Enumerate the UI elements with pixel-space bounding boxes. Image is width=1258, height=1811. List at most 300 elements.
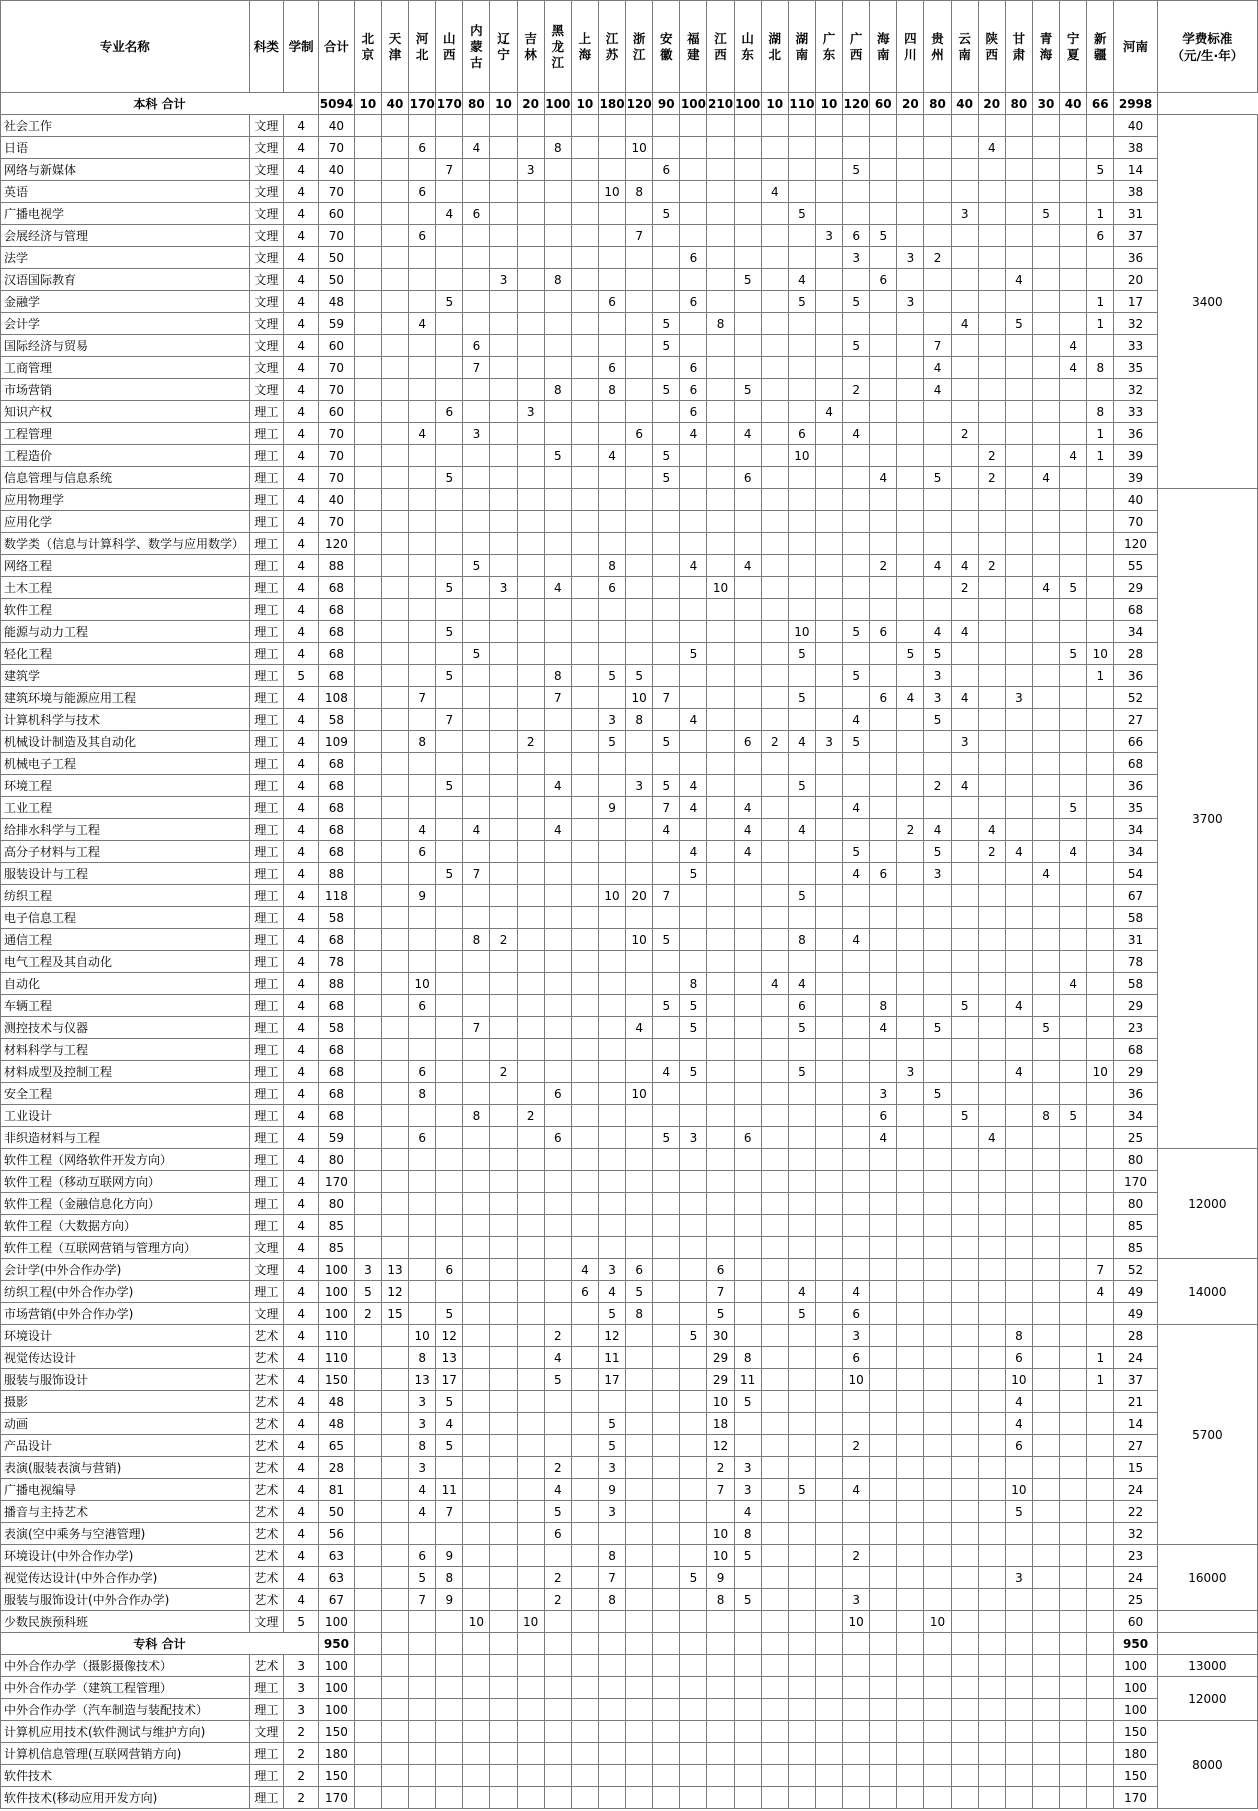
major-name: 市场营销 — [1, 379, 250, 401]
province-count — [409, 709, 436, 731]
province-count — [354, 1413, 381, 1435]
total-count: 180 — [319, 1743, 355, 1765]
province-count — [680, 489, 707, 511]
province-count — [381, 1633, 408, 1655]
province-count — [1060, 819, 1087, 841]
province-count: 5 — [598, 731, 625, 753]
province-count — [354, 401, 381, 423]
province-count — [897, 203, 924, 225]
duration: 4 — [284, 313, 319, 335]
province-count — [354, 687, 381, 709]
table-row — [1, 445, 1258, 467]
province-count — [870, 291, 897, 313]
province-count — [409, 291, 436, 313]
province-count — [951, 115, 978, 137]
province-count — [897, 1611, 924, 1633]
province-count: 3 — [734, 1457, 761, 1479]
province-count — [1087, 1127, 1114, 1149]
duration: 2 — [284, 1765, 319, 1787]
table-row — [1, 379, 1258, 401]
province-count — [924, 159, 951, 181]
total-count: 60 — [319, 335, 355, 357]
henan-count: 15 — [1114, 1457, 1157, 1479]
province-count: 7 — [626, 225, 653, 247]
province-count: 3 — [409, 1457, 436, 1479]
province-count — [1060, 1479, 1087, 1501]
province-count — [978, 1039, 1005, 1061]
province-count — [734, 1237, 761, 1259]
henan-count: 24 — [1114, 1347, 1157, 1369]
province-count — [517, 269, 544, 291]
province-count — [653, 709, 680, 731]
province-count — [1087, 1765, 1114, 1787]
table-row — [1, 621, 1258, 643]
province-count — [951, 137, 978, 159]
province-count — [761, 1171, 788, 1193]
province-count — [734, 511, 761, 533]
province-count — [978, 269, 1005, 291]
province-count — [951, 1083, 978, 1105]
province-count: 6 — [544, 1083, 571, 1105]
province-count — [490, 1567, 517, 1589]
total-count: 60 — [319, 401, 355, 423]
province-count — [544, 1391, 571, 1413]
province-count — [544, 1017, 571, 1039]
henan-count: 150 — [1114, 1721, 1157, 1743]
header-duration: 学制 — [284, 1, 319, 93]
province-count — [626, 1765, 653, 1787]
province-count — [978, 753, 1005, 775]
province-count: 3 — [843, 247, 870, 269]
category: 理工 — [249, 1281, 284, 1303]
province-count — [436, 489, 463, 511]
table-row — [1, 1171, 1258, 1193]
henan-count: 31 — [1114, 929, 1157, 951]
duration: 2 — [284, 1787, 319, 1809]
province-count — [571, 269, 598, 291]
province-count — [1005, 709, 1032, 731]
province-count — [1060, 511, 1087, 533]
table-row — [1, 313, 1258, 335]
province-count — [517, 1347, 544, 1369]
province-count — [897, 1721, 924, 1743]
province-count — [1005, 797, 1032, 819]
province-count — [571, 203, 598, 225]
province-count — [788, 1391, 815, 1413]
province-count: 6 — [680, 291, 707, 313]
header-province — [951, 1, 978, 93]
province-count — [897, 225, 924, 247]
province-count: 12 — [598, 1325, 625, 1347]
table-row — [1, 1083, 1258, 1105]
province-count: 13 — [409, 1369, 436, 1391]
province-count — [517, 863, 544, 885]
province-count — [381, 225, 408, 247]
province-count — [788, 1149, 815, 1171]
province-count: 80 — [463, 93, 490, 115]
province-count — [626, 379, 653, 401]
province-count: 6 — [409, 1545, 436, 1567]
province-count — [571, 1677, 598, 1699]
province-count — [897, 1369, 924, 1391]
province-count — [598, 1677, 625, 1699]
province-count: 1 — [1087, 665, 1114, 687]
category: 文理 — [249, 203, 284, 225]
province-count — [951, 951, 978, 973]
province-count: 4 — [1005, 841, 1032, 863]
province-count — [598, 225, 625, 247]
province-count — [653, 1171, 680, 1193]
province-count — [707, 643, 734, 665]
province-count — [815, 511, 842, 533]
table-row — [1, 1721, 1258, 1743]
province-count — [1060, 1721, 1087, 1743]
province-count — [517, 973, 544, 995]
province-count — [1032, 819, 1059, 841]
province-count — [1060, 1281, 1087, 1303]
province-count: 10 — [626, 687, 653, 709]
province-count — [598, 423, 625, 445]
province-count: 4 — [734, 819, 761, 841]
province-count — [490, 1281, 517, 1303]
province-count: 4 — [598, 1281, 625, 1303]
province-count — [598, 511, 625, 533]
province-count: 5 — [436, 775, 463, 797]
province-count — [788, 1259, 815, 1281]
province-count: 3 — [815, 225, 842, 247]
province-count — [1060, 1413, 1087, 1435]
table-row — [1, 555, 1258, 577]
table-row — [1, 643, 1258, 665]
province-count — [734, 1303, 761, 1325]
province-count — [707, 445, 734, 467]
province-count — [734, 1677, 761, 1699]
header-province — [598, 1, 625, 93]
province-count: 4 — [788, 973, 815, 995]
province-count — [870, 951, 897, 973]
province-count: 10 — [571, 93, 598, 115]
province-count: 9 — [409, 885, 436, 907]
province-count — [1060, 775, 1087, 797]
province-count — [680, 753, 707, 775]
province-count — [734, 1765, 761, 1787]
province-count — [924, 1171, 951, 1193]
province-count — [843, 907, 870, 929]
province-count — [436, 313, 463, 335]
province-count — [734, 1193, 761, 1215]
province-count: 5 — [843, 335, 870, 357]
total-label: 专科 合计 — [1, 1633, 319, 1655]
duration: 4 — [284, 819, 319, 841]
province-count — [734, 643, 761, 665]
province-name: 陕西 — [985, 30, 999, 62]
major-name: 社会工作 — [1, 115, 250, 137]
province-count — [517, 1479, 544, 1501]
table-row — [1, 1237, 1258, 1259]
province-count — [951, 1347, 978, 1369]
province-count — [1087, 1743, 1114, 1765]
province-count — [1060, 181, 1087, 203]
total-count: 88 — [319, 863, 355, 885]
province-count — [897, 1589, 924, 1611]
province-count: 20 — [626, 885, 653, 907]
table-row — [1, 731, 1258, 753]
province-count — [598, 1017, 625, 1039]
province-count — [571, 137, 598, 159]
province-count: 4 — [1032, 863, 1059, 885]
province-count — [924, 115, 951, 137]
province-count — [761, 379, 788, 401]
province-count — [490, 1193, 517, 1215]
duration: 4 — [284, 291, 319, 313]
province-count — [870, 797, 897, 819]
province-count — [843, 1127, 870, 1149]
province-count — [653, 907, 680, 929]
major-name: 汉语国际教育 — [1, 269, 250, 291]
province-count — [354, 1633, 381, 1655]
province-count — [653, 863, 680, 885]
province-count — [409, 511, 436, 533]
province-count — [707, 335, 734, 357]
province-count — [843, 1765, 870, 1787]
province-count — [463, 1149, 490, 1171]
province-count: 10 — [409, 1325, 436, 1347]
province-count — [381, 1677, 408, 1699]
province-count — [490, 1127, 517, 1149]
province-count — [463, 1391, 490, 1413]
major-name: 非织造材料与工程 — [1, 1127, 250, 1149]
province-count — [788, 313, 815, 335]
province-count — [734, 775, 761, 797]
province-count: 8 — [680, 973, 707, 995]
province-count — [707, 797, 734, 819]
province-count — [626, 1413, 653, 1435]
province-count — [381, 709, 408, 731]
province-count — [354, 753, 381, 775]
major-name: 视觉传达设计 — [1, 1347, 250, 1369]
total-count: 63 — [319, 1545, 355, 1567]
province-count — [598, 1523, 625, 1545]
province-count — [707, 929, 734, 951]
province-count — [436, 1017, 463, 1039]
province-count — [870, 1523, 897, 1545]
province-count — [354, 335, 381, 357]
province-count: 8 — [707, 1589, 734, 1611]
province-count — [1005, 247, 1032, 269]
province-count — [653, 357, 680, 379]
province-count — [761, 511, 788, 533]
table-row — [1, 1193, 1258, 1215]
province-count — [788, 1237, 815, 1259]
category: 艺术 — [249, 1347, 284, 1369]
total-count: 150 — [319, 1369, 355, 1391]
province-count — [897, 115, 924, 137]
province-count — [1032, 973, 1059, 995]
province-count — [1005, 511, 1032, 533]
province-count — [517, 1589, 544, 1611]
province-count — [951, 643, 978, 665]
province-count — [626, 577, 653, 599]
province-count — [354, 1039, 381, 1061]
category: 艺术 — [249, 1435, 284, 1457]
province-count — [951, 863, 978, 885]
province-count — [815, 1391, 842, 1413]
province-count — [734, 1611, 761, 1633]
province-count — [544, 1149, 571, 1171]
province-count — [897, 863, 924, 885]
province-count: 6 — [626, 1259, 653, 1281]
province-count — [490, 1589, 517, 1611]
province-count — [897, 1699, 924, 1721]
province-count — [978, 379, 1005, 401]
province-count: 5 — [598, 1435, 625, 1457]
province-count — [680, 929, 707, 951]
province-count — [843, 577, 870, 599]
province-count — [626, 247, 653, 269]
total-count: 59 — [319, 313, 355, 335]
province-count — [1060, 1677, 1087, 1699]
category: 文理 — [249, 225, 284, 247]
province-count — [924, 577, 951, 599]
province-count — [653, 1457, 680, 1479]
province-count — [788, 1215, 815, 1237]
province-count — [1087, 577, 1114, 599]
province-count: 8 — [463, 929, 490, 951]
province-count — [707, 247, 734, 269]
province-count: 6 — [409, 137, 436, 159]
total-count: 70 — [319, 467, 355, 489]
province-count — [788, 797, 815, 819]
province-count — [843, 313, 870, 335]
province-count — [707, 159, 734, 181]
province-count: 7 — [707, 1479, 734, 1501]
major-name: 工程造价 — [1, 445, 250, 467]
province-count — [1087, 1567, 1114, 1589]
province-count — [354, 423, 381, 445]
province-count: 5 — [463, 555, 490, 577]
province-count — [490, 1149, 517, 1171]
province-count — [626, 533, 653, 555]
province-count — [680, 1391, 707, 1413]
province-count — [598, 929, 625, 951]
province-count — [463, 1765, 490, 1787]
province-count: 4 — [544, 775, 571, 797]
province-count — [463, 885, 490, 907]
province-count — [680, 225, 707, 247]
province-count — [734, 951, 761, 973]
province-count: 7 — [653, 687, 680, 709]
province-count — [897, 929, 924, 951]
province-count — [1087, 1787, 1114, 1809]
province-count — [951, 709, 978, 731]
province-count — [409, 643, 436, 665]
province-count — [381, 1589, 408, 1611]
province-count — [626, 863, 653, 885]
province-count — [843, 533, 870, 555]
duration: 4 — [284, 1479, 319, 1501]
province-count: 10 — [788, 445, 815, 467]
province-count — [761, 533, 788, 555]
duration: 4 — [284, 995, 319, 1017]
province-count: 3 — [490, 269, 517, 291]
province-count — [761, 1369, 788, 1391]
province-count — [571, 1655, 598, 1677]
duration: 4 — [284, 1259, 319, 1281]
province-count — [1005, 1017, 1032, 1039]
province-count — [1032, 775, 1059, 797]
province-count: 5 — [436, 1391, 463, 1413]
province-count — [354, 1589, 381, 1611]
province-count — [680, 269, 707, 291]
province-count — [1087, 1545, 1114, 1567]
province-count — [381, 159, 408, 181]
province-count — [870, 1721, 897, 1743]
province-count: 11 — [598, 1347, 625, 1369]
major-name: 工业工程 — [1, 797, 250, 819]
category: 理工 — [249, 907, 284, 929]
henan-count: 54 — [1114, 863, 1157, 885]
province-count — [490, 1105, 517, 1127]
province-count — [463, 401, 490, 423]
province-count — [490, 599, 517, 621]
major-name: 计算机信息管理(互联网营销方向) — [1, 1743, 250, 1765]
province-count — [924, 995, 951, 1017]
province-count — [544, 357, 571, 379]
province-count — [1005, 1281, 1032, 1303]
province-count: 8 — [870, 995, 897, 1017]
province-count — [517, 1017, 544, 1039]
province-count — [680, 599, 707, 621]
province-count — [843, 445, 870, 467]
province-count — [1087, 1699, 1114, 1721]
province-count — [626, 401, 653, 423]
province-count — [517, 1061, 544, 1083]
province-count: 6 — [870, 269, 897, 291]
province-count — [707, 1501, 734, 1523]
total-count: 40 — [319, 115, 355, 137]
province-count: 3 — [734, 1479, 761, 1501]
province-count — [1087, 511, 1114, 533]
province-count: 5 — [1005, 1501, 1032, 1523]
henan-count: 29 — [1114, 577, 1157, 599]
province-count — [734, 335, 761, 357]
province-count — [463, 577, 490, 599]
header-province — [978, 1, 1005, 93]
category: 文理 — [249, 291, 284, 313]
province-count — [653, 291, 680, 313]
province-count — [1005, 115, 1032, 137]
province-count — [1032, 159, 1059, 181]
province-count — [653, 1391, 680, 1413]
total-count: 28 — [319, 1457, 355, 1479]
province-count: 4 — [924, 357, 951, 379]
province-count — [870, 401, 897, 423]
province-count — [626, 819, 653, 841]
province-count — [381, 1567, 408, 1589]
province-count — [815, 247, 842, 269]
province-name: 天津 — [388, 30, 402, 62]
province-count — [680, 621, 707, 643]
province-count — [653, 1523, 680, 1545]
province-count — [409, 555, 436, 577]
province-count — [490, 1545, 517, 1567]
province-count: 10 — [843, 1369, 870, 1391]
province-count — [1087, 1391, 1114, 1413]
province-count — [1005, 401, 1032, 423]
table-row — [1, 1545, 1258, 1567]
province-count: 5 — [680, 995, 707, 1017]
province-count — [409, 1281, 436, 1303]
